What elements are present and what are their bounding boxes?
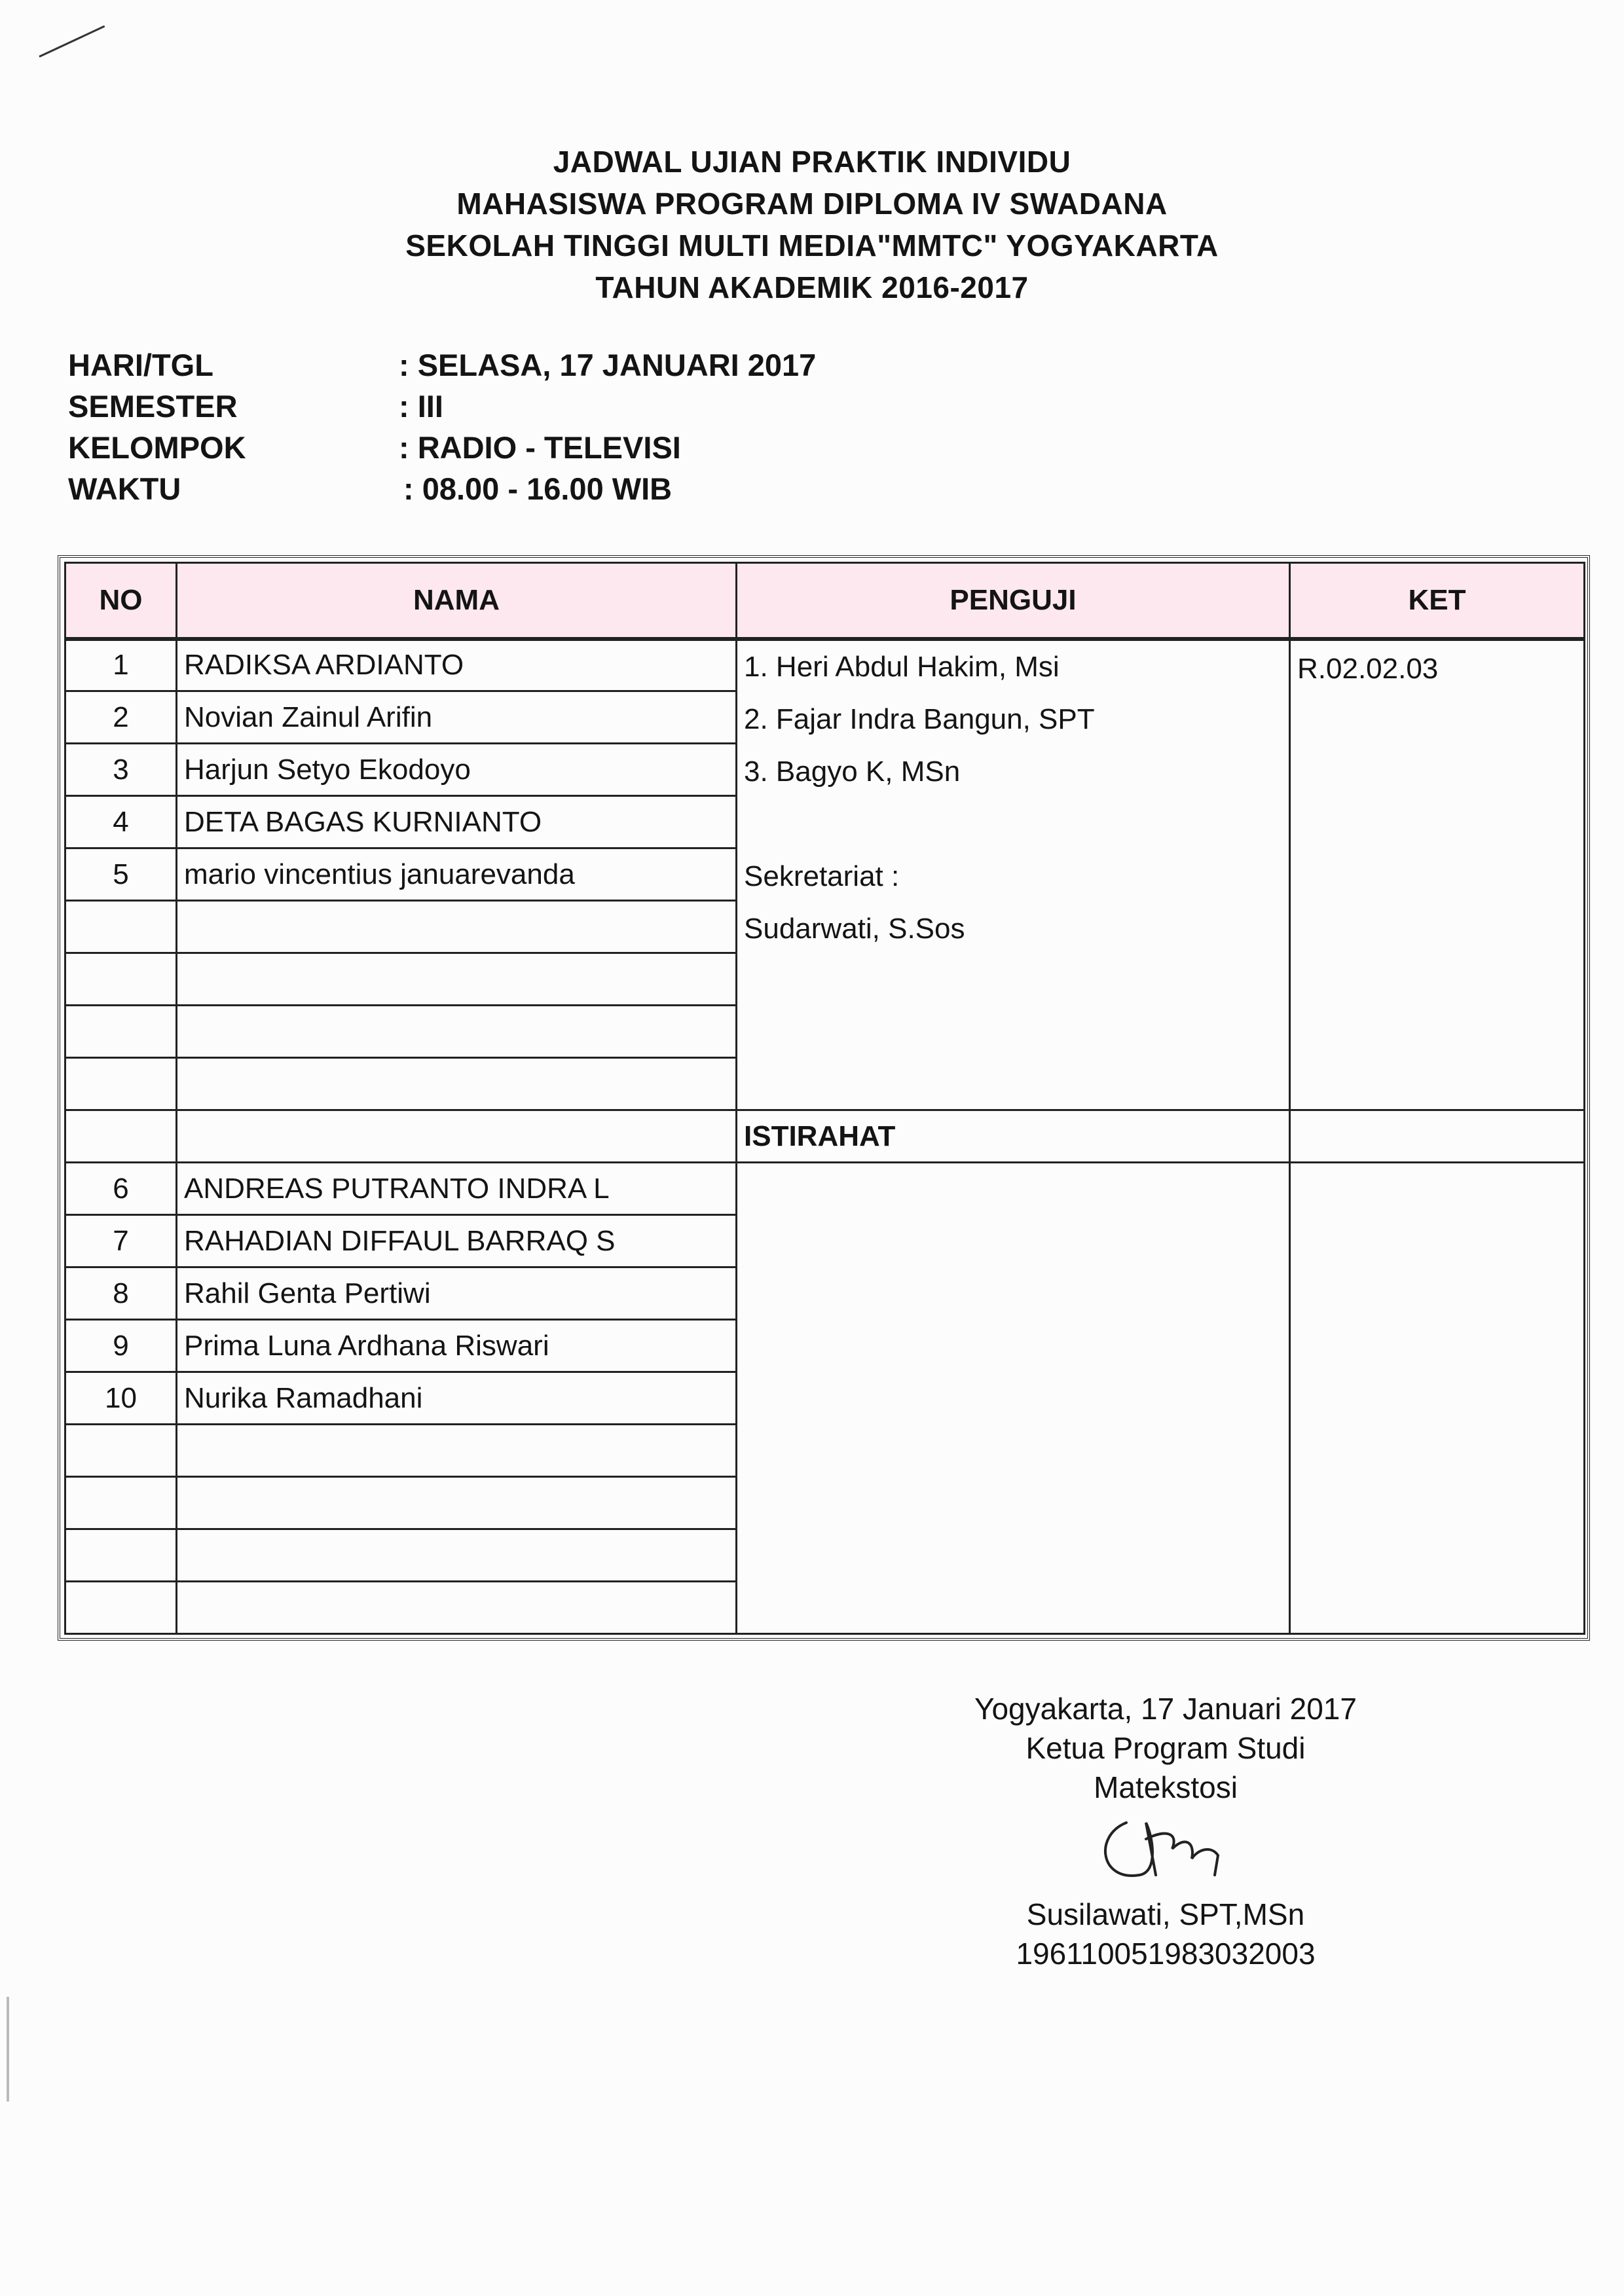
row-nama: DETA BAGAS KURNIANTO bbox=[177, 796, 737, 848]
row-no bbox=[65, 1425, 177, 1477]
row-no bbox=[65, 1006, 177, 1058]
row-nama bbox=[177, 1477, 737, 1529]
row-no: 10 bbox=[65, 1372, 177, 1425]
scan-edge-mark bbox=[7, 1997, 9, 2102]
row-nama: RADIKSA ARDIANTO bbox=[177, 639, 737, 691]
row-nama bbox=[177, 1006, 737, 1058]
penguji-2: 2. Fajar Indra Bangun, SPT bbox=[744, 702, 1095, 735]
title-line-1: JADWAL UJIAN PRAKTIK INDIVIDU bbox=[553, 145, 1071, 179]
row-no: 3 bbox=[65, 744, 177, 796]
sekretariat-name: Sudarwati, S.Sos bbox=[744, 912, 965, 945]
schedule-table-frame bbox=[58, 555, 1590, 1641]
ket-cell: R.02.02.03 bbox=[1290, 639, 1585, 1110]
semester-value: : III bbox=[399, 389, 443, 424]
row-no bbox=[65, 1529, 177, 1582]
scan-pen-mark bbox=[39, 26, 105, 58]
ket-cell-afternoon bbox=[1290, 1163, 1585, 1634]
table-row bbox=[65, 1163, 1585, 1215]
header-no: NO bbox=[65, 563, 177, 639]
header-ket: KET bbox=[1290, 563, 1585, 639]
handwritten-signature bbox=[1080, 1810, 1251, 1888]
header-penguji: PENGUJI bbox=[737, 563, 1290, 639]
signature-block bbox=[871, 1689, 1460, 1973]
title-line-2: MAHASISWA PROGRAM DIPLOMA IV SWADANA bbox=[456, 187, 1168, 221]
row-no: 1 bbox=[65, 639, 177, 691]
row-nama bbox=[177, 1582, 737, 1634]
row-nama: Harjun Setyo Ekodoyo bbox=[177, 744, 737, 796]
sekretariat-label: Sekretariat : bbox=[744, 860, 900, 892]
row-no: 7 bbox=[65, 1215, 177, 1267]
row-nama: ANDREAS PUTRANTO INDRA L bbox=[177, 1163, 737, 1215]
signature-nip: 196110051983032003 bbox=[1016, 1937, 1316, 1971]
row-no: 9 bbox=[65, 1320, 177, 1372]
title-line-3: SEKOLAH TINGGI MULTI MEDIA"MMTC" YOGYAKARTA bbox=[405, 228, 1219, 263]
row-no bbox=[65, 1582, 177, 1634]
row-no bbox=[65, 1477, 177, 1529]
header-nama: NAMA bbox=[177, 563, 737, 639]
row-nama: Nurika Ramadhani bbox=[177, 1372, 737, 1425]
kelompok-value: : RADIO - TELEVISI bbox=[399, 430, 681, 465]
penguji-cell bbox=[737, 639, 1290, 1110]
signature-name: Susilawati, SPT,MSn bbox=[1026, 1897, 1305, 1931]
table-header bbox=[65, 563, 1585, 639]
signature-place-date: Yogyakarta, 17 Januari 2017 bbox=[974, 1692, 1357, 1726]
hari-value: : SELASA, 17 JANUARI 2017 bbox=[399, 348, 817, 382]
istirahat-label: ISTIRAHAT bbox=[737, 1110, 1290, 1163]
row-nama: RAHADIAN DIFFAUL BARRAQ S bbox=[177, 1215, 737, 1267]
waktu-value: : 08.00 - 16.00 WIB bbox=[403, 471, 673, 506]
row-no: 2 bbox=[65, 691, 177, 744]
penguji-1: 1. Heri Abdul Hakim, Msi bbox=[744, 650, 1060, 683]
row-nama bbox=[177, 953, 737, 1006]
row-nama bbox=[177, 901, 737, 953]
table-row bbox=[65, 639, 1585, 691]
row-nama: Rahil Genta Pertiwi bbox=[177, 1267, 737, 1320]
row-no: 4 bbox=[65, 796, 177, 848]
document-title bbox=[0, 141, 1624, 308]
row-no: 6 bbox=[65, 1163, 177, 1215]
row-nama: mario vincentius januarevanda bbox=[177, 848, 737, 901]
penguji-3: 3. Bagyo K, MSn bbox=[744, 755, 961, 788]
kelompok-label: KELOMPOK bbox=[68, 430, 246, 465]
row-nama: Prima Luna Ardhana Riswari bbox=[177, 1320, 737, 1372]
schedule-table bbox=[64, 562, 1585, 1635]
waktu-label: WAKTU bbox=[68, 471, 181, 506]
row-nama bbox=[177, 1529, 737, 1582]
row-nama bbox=[177, 1058, 737, 1110]
row-no: 5 bbox=[65, 848, 177, 901]
signature-program: Matekstosi bbox=[1094, 1770, 1238, 1804]
title-line-4: TAHUN AKADEMIK 2016-2017 bbox=[595, 270, 1029, 304]
penguji-cell-afternoon bbox=[737, 1163, 1290, 1634]
row-nama: Novian Zainul Arifin bbox=[177, 691, 737, 744]
row-no bbox=[65, 901, 177, 953]
semester-label: SEMESTER bbox=[68, 389, 238, 424]
signature-position: Ketua Program Studi bbox=[1025, 1731, 1306, 1765]
hari-label: HARI/TGL bbox=[68, 348, 213, 382]
istirahat-row bbox=[65, 1110, 1585, 1163]
row-nama bbox=[177, 1425, 737, 1477]
row-no bbox=[65, 953, 177, 1006]
row-no: 8 bbox=[65, 1267, 177, 1320]
row-no bbox=[65, 1058, 177, 1110]
